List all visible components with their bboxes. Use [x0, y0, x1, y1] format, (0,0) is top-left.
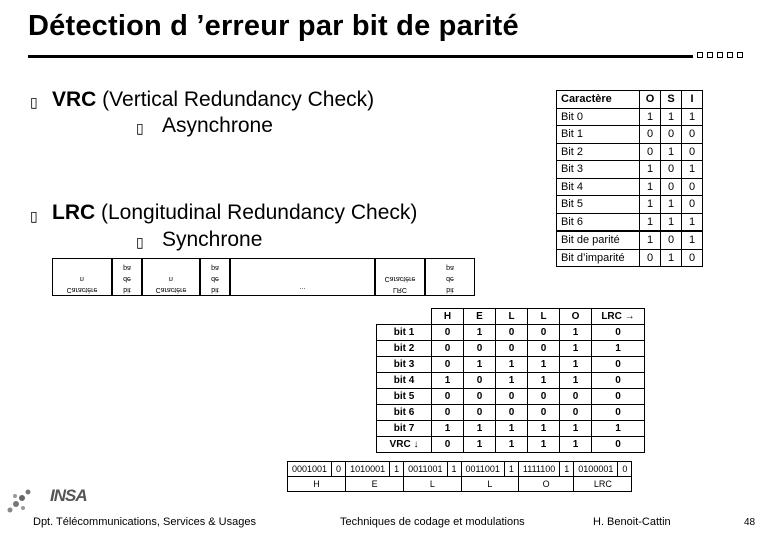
frame-label: LRC	[574, 477, 632, 492]
table-cell: Bit 3	[557, 161, 640, 179]
vrc-row	[377, 437, 645, 453]
table-cell: Bit 0	[557, 108, 640, 126]
vrc-expansion: (Vertical Redundancy Check)	[96, 88, 375, 111]
frame-code: 1010001	[346, 462, 390, 477]
frame-text: Caractère	[384, 275, 416, 282]
table-cell: 0	[528, 325, 560, 341]
frame-text: bit	[123, 286, 131, 293]
frame-text: de	[446, 275, 454, 282]
table-cell: 1	[640, 196, 661, 214]
table-cell: 0	[682, 143, 703, 161]
table-cell: 1	[496, 421, 528, 437]
table-cell: 0	[432, 437, 464, 453]
frame-code: 0001001	[288, 462, 332, 477]
decor-square	[727, 52, 733, 58]
frame-label: O	[518, 477, 573, 492]
table-cell: 1	[640, 108, 661, 126]
table-header-row	[377, 309, 645, 325]
table-row	[377, 421, 645, 437]
table-cell: 1	[682, 161, 703, 179]
frame-code: 1111100	[518, 462, 559, 477]
lrc-heading	[52, 201, 417, 225]
table-cell: 1	[682, 231, 703, 249]
frame-parity-cell	[425, 258, 475, 296]
table-row	[377, 405, 645, 421]
table-cell: bit 4	[377, 373, 432, 389]
table-cell: 0	[640, 249, 661, 267]
insa-logo-text: INSA	[50, 486, 87, 505]
lrc-table	[376, 308, 645, 453]
frame-label-row	[288, 477, 632, 492]
table-cell: 0	[464, 405, 496, 421]
table-cell: 1	[432, 373, 464, 389]
frame-text: de	[211, 275, 219, 282]
table-header-cell: LRC →	[592, 309, 645, 325]
table-header-cell: Caractère	[557, 91, 640, 109]
table-cell: 1	[464, 437, 496, 453]
table-cell: 1	[661, 108, 682, 126]
table-cell: 0	[682, 126, 703, 144]
table-cell: 1	[528, 437, 560, 453]
frame-text: LRC	[392, 286, 407, 293]
table-cell: 0	[682, 196, 703, 214]
table-cell: 0	[496, 341, 528, 357]
table-header-cell	[377, 309, 432, 325]
frame-parity-bit: 0	[332, 462, 346, 477]
footer-course: Techniques de codage et modulations	[340, 516, 525, 528]
table-cell: Bit de parité	[557, 231, 640, 249]
table-cell: 0	[661, 178, 682, 196]
decor-square	[697, 52, 703, 58]
table-cell: 1	[464, 421, 496, 437]
table-cell: 0	[682, 178, 703, 196]
frame-text: bit	[446, 286, 454, 293]
table-row	[377, 341, 645, 357]
page-title: Détection d ’erreur par bit de parité	[28, 10, 519, 42]
table-cell: 0	[592, 437, 645, 453]
table-cell: Bit 4	[557, 178, 640, 196]
page-number: 48	[744, 517, 756, 528]
table-cell: 1	[661, 196, 682, 214]
table-header-cell: L	[496, 309, 528, 325]
parity-row	[557, 231, 703, 249]
footer-department: Dpt. Télécommunications, Services & Usages	[33, 516, 256, 528]
table-cell: 0	[496, 325, 528, 341]
table-cell: 1	[682, 108, 703, 126]
table-row	[557, 196, 703, 214]
character-parity-table	[556, 90, 703, 267]
frame-text: bit	[211, 286, 219, 293]
frame-parity-bit: 1	[447, 462, 461, 477]
table-cell: 1	[640, 161, 661, 179]
table-row	[557, 126, 703, 144]
table-cell: 1	[496, 357, 528, 373]
frame-label: L	[404, 477, 461, 492]
decor-square	[737, 52, 743, 58]
table-cell: 1	[592, 341, 645, 357]
table-cell: 1	[496, 373, 528, 389]
table-cell: 1	[528, 357, 560, 373]
table-cell: 0	[496, 389, 528, 405]
imparity-row	[557, 249, 703, 267]
table-header-cell: L	[528, 309, 560, 325]
table-cell: Bit 2	[557, 143, 640, 161]
frame-lrc-cell	[375, 258, 425, 296]
table-cell: 0	[592, 325, 645, 341]
table-cell: 0	[661, 161, 682, 179]
table-cell: 0	[432, 389, 464, 405]
table-header-cell: E	[464, 309, 496, 325]
frame-text: Caractère	[66, 286, 98, 293]
table-cell: 1	[640, 178, 661, 196]
table-cell: 0	[592, 373, 645, 389]
table-cell: 0	[464, 389, 496, 405]
frame-text: pa	[123, 264, 131, 271]
table-cell: Bit 6	[557, 213, 640, 231]
table-cell: 1	[432, 421, 464, 437]
table-cell: bit 6	[377, 405, 432, 421]
table-header-cell: S	[661, 91, 682, 109]
table-cell: 1	[464, 325, 496, 341]
table-cell: 0	[592, 405, 645, 421]
table-cell: bit 7	[377, 421, 432, 437]
lrc-abbrev: LRC	[52, 201, 96, 224]
table-cell: bit 5	[377, 389, 432, 405]
transmitted-frame	[287, 461, 632, 492]
table-header-cell: O	[640, 91, 661, 109]
table-cell: 1	[560, 325, 592, 341]
table-header-row	[557, 91, 703, 109]
table-cell: 0	[528, 389, 560, 405]
table-cell: 1	[464, 357, 496, 373]
table-cell: 0	[682, 249, 703, 267]
table-cell: 1	[560, 373, 592, 389]
title-underline	[28, 55, 693, 58]
table-cell: 1	[560, 437, 592, 453]
frame-code: 0011001	[461, 462, 504, 477]
table-cell: 0	[592, 389, 645, 405]
frame-text: n	[80, 275, 84, 282]
table-cell: 0	[528, 405, 560, 421]
frame-label: H	[288, 477, 346, 492]
table-row	[377, 325, 645, 341]
decor-square	[717, 52, 723, 58]
table-cell: 0	[640, 143, 661, 161]
frame-char-cell	[142, 258, 200, 296]
table-cell: 1	[560, 421, 592, 437]
table-header-cell: O	[560, 309, 592, 325]
table-cell: bit 3	[377, 357, 432, 373]
table-header-cell: H	[432, 309, 464, 325]
frame-parity-cell	[200, 258, 230, 296]
table-row	[557, 108, 703, 126]
table-cell: 1	[661, 249, 682, 267]
footer-author: H. Benoit-Cattin	[593, 516, 671, 528]
lrc-expansion: (Longitudinal Redundancy Check)	[95, 201, 418, 224]
table-cell: 0	[432, 357, 464, 373]
table-cell: 0	[560, 405, 592, 421]
table-row	[377, 357, 645, 373]
bullet-async: ▯	[136, 120, 144, 136]
table-cell: 1	[592, 421, 645, 437]
lrc-mode: Synchrone	[162, 228, 263, 251]
table-row	[557, 178, 703, 196]
vrc-mode: Asynchrone	[162, 114, 273, 137]
frame-parity-bit: 1	[504, 462, 518, 477]
table-cell: Bit 5	[557, 196, 640, 214]
frame-text: ...	[299, 286, 306, 293]
table-cell: 1	[640, 231, 661, 249]
table-cell: 1	[661, 213, 682, 231]
bullet-sync: ▯	[136, 234, 144, 250]
frame-code: 0011001	[404, 462, 447, 477]
table-cell: Bit d’imparité	[557, 249, 640, 267]
bullet-lrc: ▯	[30, 208, 38, 224]
frame-ellipsis-cell	[230, 258, 375, 296]
frame-parity-cell	[112, 258, 142, 296]
table-cell: 1	[682, 213, 703, 231]
vrc-abbrev: VRC	[52, 88, 97, 111]
table-cell: 1	[496, 437, 528, 453]
table-cell: 1	[640, 213, 661, 231]
table-cell: 0	[640, 126, 661, 144]
table-cell: 1	[528, 373, 560, 389]
insa-logo-dots-icon	[6, 484, 50, 514]
frame-text: pa	[446, 264, 454, 271]
table-cell: bit 2	[377, 341, 432, 357]
table-row	[377, 373, 645, 389]
table-cell: 0	[560, 389, 592, 405]
frame-code-row	[288, 462, 632, 477]
frame-text: de	[123, 275, 131, 282]
table-cell: 0	[432, 325, 464, 341]
table-cell: 0	[661, 126, 682, 144]
frame-text: Caractère	[155, 286, 187, 293]
decor-square	[707, 52, 713, 58]
table-cell: bit 1	[377, 325, 432, 341]
table-cell: 1	[661, 143, 682, 161]
table-cell: 1	[560, 341, 592, 357]
table-row	[557, 213, 703, 231]
table-cell: 0	[528, 341, 560, 357]
vrc-heading	[52, 88, 374, 112]
frame-char-cell	[52, 258, 112, 296]
table-row	[377, 389, 645, 405]
frame-label: E	[346, 477, 404, 492]
table-cell: 0	[464, 373, 496, 389]
frame-parity-bit: 1	[560, 462, 574, 477]
table-cell: Bit 1	[557, 126, 640, 144]
table-cell: 1	[528, 421, 560, 437]
table-cell: 0	[496, 405, 528, 421]
table-cell: 0	[432, 341, 464, 357]
bullet-vrc: ▯	[30, 94, 38, 110]
frame-label: L	[461, 477, 518, 492]
frame-text: n	[169, 275, 173, 282]
frame-code: 0100001	[574, 462, 618, 477]
table-cell: 1	[560, 357, 592, 373]
table-row	[557, 143, 703, 161]
frame-parity-bit: 1	[390, 462, 404, 477]
table-cell: 0	[661, 231, 682, 249]
frame-text: pa	[211, 264, 219, 271]
frame-parity-bit: 0	[618, 462, 632, 477]
table-cell: 0	[464, 341, 496, 357]
table-row	[557, 161, 703, 179]
table-header-cell: I	[682, 91, 703, 109]
table-cell: 0	[432, 405, 464, 421]
table-cell: 0	[592, 357, 645, 373]
table-cell: VRC ↓	[377, 437, 432, 453]
